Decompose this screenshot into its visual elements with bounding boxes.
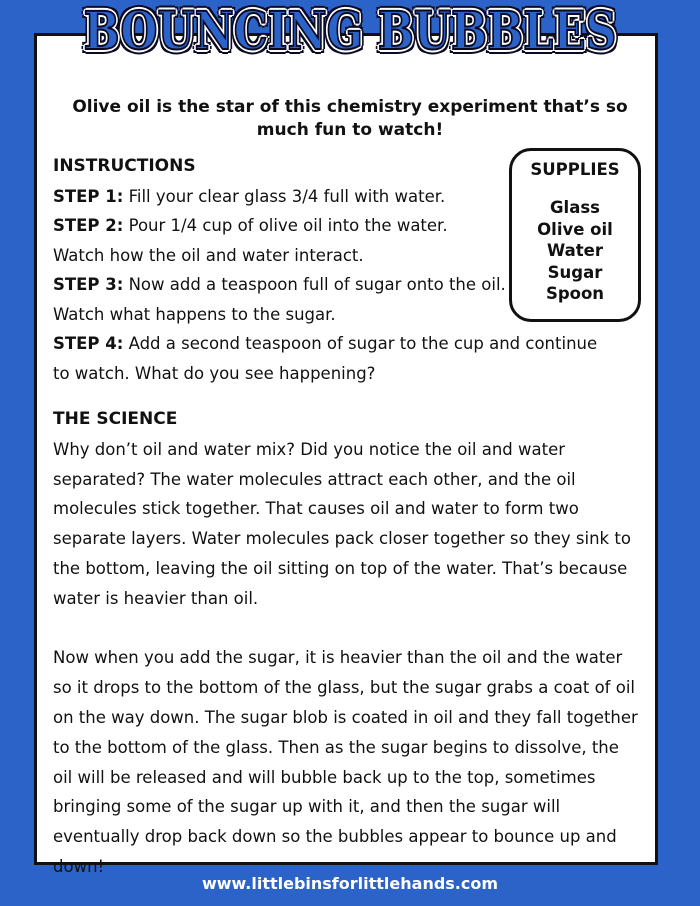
- step-4: [53, 329, 613, 388]
- step-label: STEP 3:: [53, 275, 124, 294]
- supply-item: Sugar: [547, 262, 603, 282]
- supplies-heading: SUPPLIES: [530, 160, 620, 179]
- supplies-list: [512, 197, 638, 305]
- science-paragraph-1: Why don’t oil and water mix? Did you notice the oil and water separated? The water molecules attract each other, and the oil molecules stick together. That causes oil and water to form two separate layers. Water molecules pack closer together so they sink to the bottom, leaving the oil sitting on top of the water. That’s because water is heavier than oil.: [53, 439, 631, 608]
- step-text: Fill your clear glass 3/4 full with water.: [128, 186, 446, 206]
- step-label: STEP 2:: [53, 216, 124, 235]
- step-2-extra: Watch how the oil and water interact.: [53, 245, 364, 265]
- supply-item: Water: [547, 241, 603, 260]
- subtitle: Olive oil is the star of this chemistry experiment that’s so much fun to watch!: [72, 97, 628, 140]
- step-3-extra: Watch what happens to the sugar.: [53, 304, 336, 324]
- step-label: STEP 1:: [53, 186, 124, 206]
- science-section: [53, 405, 643, 882]
- step-text: Pour 1/4 cup of olive oil into the water.: [128, 216, 448, 235]
- supply-item: Glass: [550, 198, 600, 217]
- supply-item: Olive oil: [537, 219, 613, 239]
- page-title: BOUNCING BUBBLES: [83, 1, 617, 62]
- step-text: Now add a teaspoon full of sugar onto the oil.: [128, 275, 506, 294]
- step-label: STEP 4:: [53, 334, 124, 353]
- footer-url: www.littlebinsforlittlehands.com: [201, 874, 499, 893]
- step-text: Add a second teaspoon of sugar to the cup and continue to watch. What do you see happening?: [53, 334, 598, 383]
- supply-item: Spoon: [545, 284, 605, 303]
- science-heading: THE SCIENCE: [53, 409, 178, 429]
- instructions-heading: INSTRUCTIONS: [53, 156, 196, 176]
- science-paragraph-2: Now when you add the sugar, it is heavier than the oil and the water so it drops to the bottom of the glass, but the sugar grabs a coat of oil on the way down. The sugar blob is coated in oil and they fall together to the bottom of the glass. Then as the sugar begins to dissolve, the oil will be released and will bubble back up to the top, sometimes bringing some of the sugar up with it, and then the sugar will eventually drop back down so the bubbles appear to bounce up and down!: [53, 648, 638, 876]
- supplies-box: [509, 148, 641, 322]
